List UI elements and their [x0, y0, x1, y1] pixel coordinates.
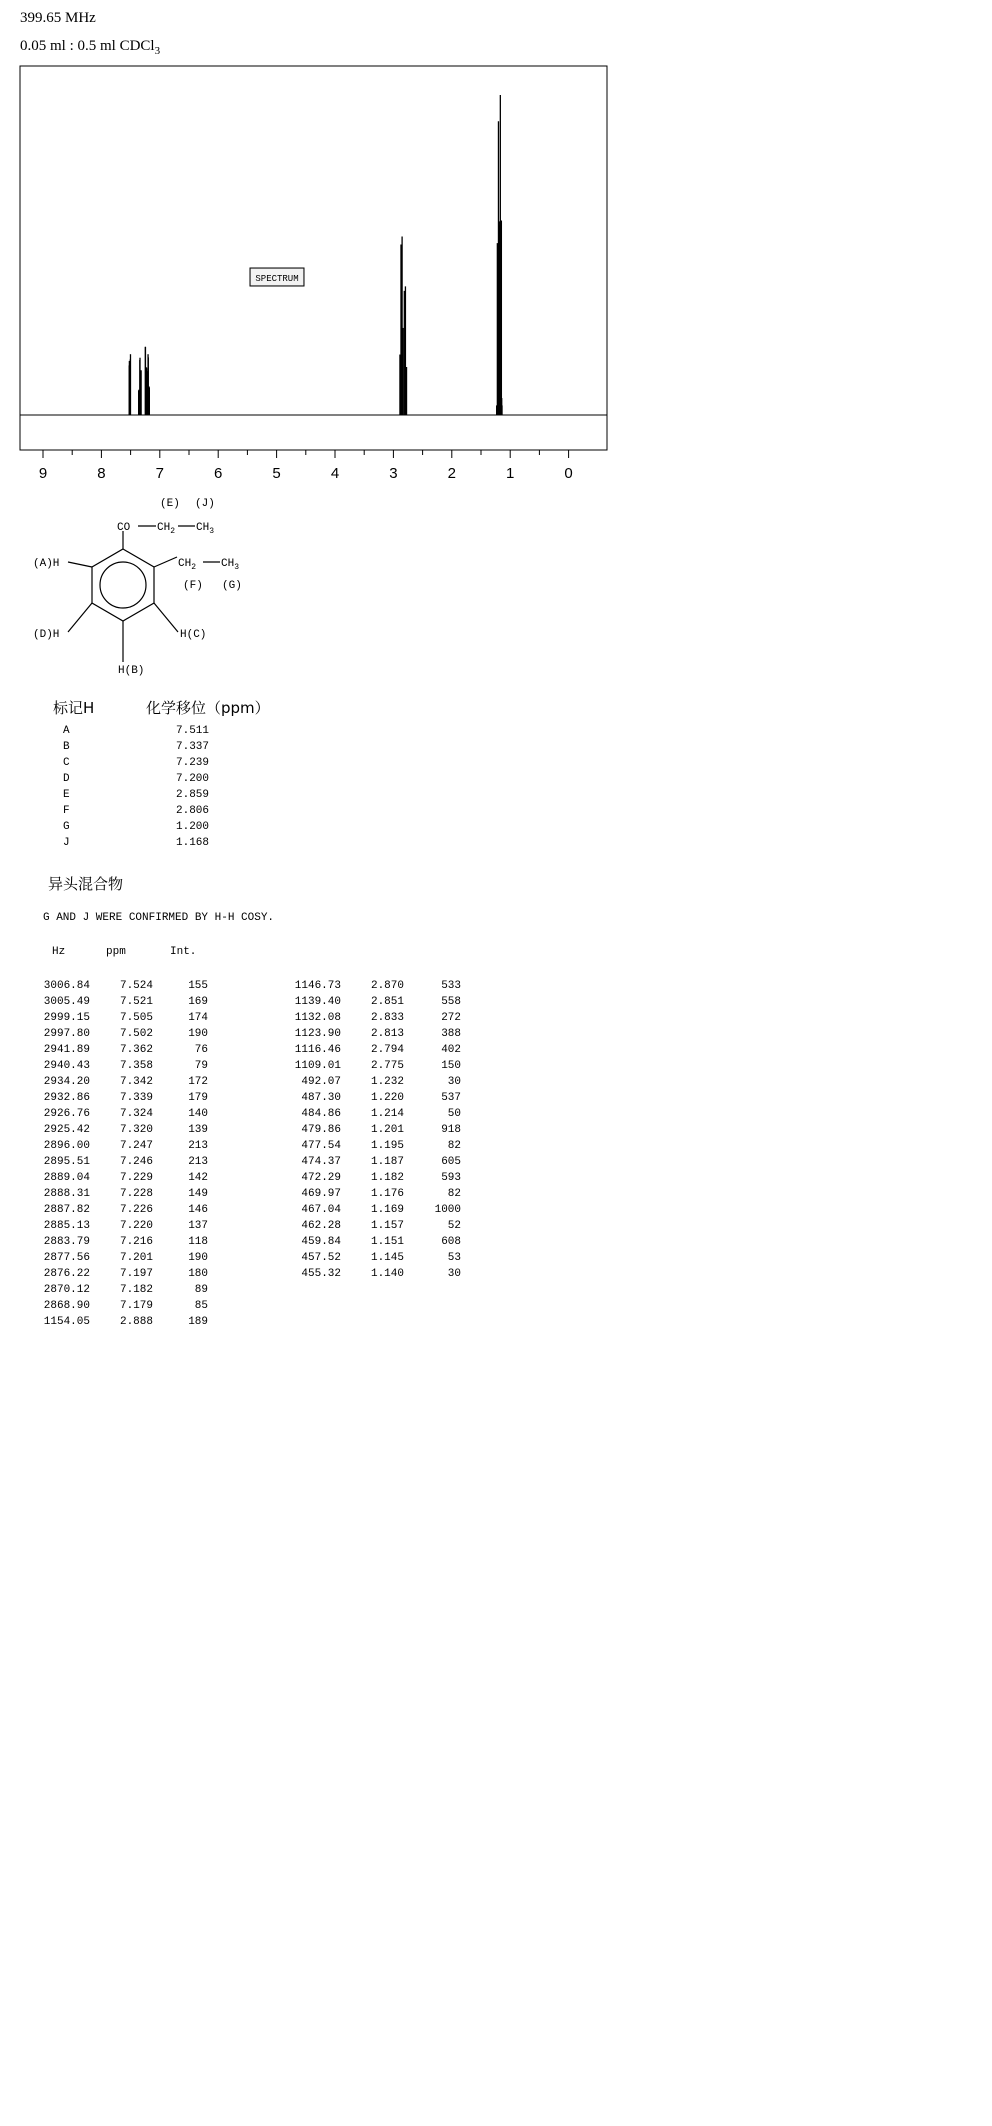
- spectrum-button-label: SPECTRUM: [255, 274, 299, 284]
- label-HD: (D)H: [33, 629, 60, 641]
- sample-text: 0.05 ml : 0.5 ml CDCl: [20, 38, 155, 54]
- peak-int: 533: [441, 980, 461, 992]
- peak-hz: 1139.40: [294, 996, 341, 1008]
- peak-hz: 492.07: [301, 1076, 341, 1088]
- peak-ppm: 1.151: [370, 1236, 404, 1248]
- peak-ppm: 7.228: [119, 1188, 153, 1200]
- peak-hz: 2888.31: [43, 1188, 90, 1200]
- peak-ppm: 1.187: [370, 1156, 404, 1168]
- peak-ppm: 7.179: [119, 1300, 153, 1312]
- peak-hz: 2896.00: [43, 1140, 90, 1152]
- aromatic-circle: [100, 562, 146, 608]
- peak-hz: 1123.90: [294, 1028, 341, 1040]
- peak-hz: 2940.43: [43, 1060, 90, 1072]
- label-CH2-side: [178, 558, 196, 572]
- peak-hz: 3006.84: [43, 980, 90, 992]
- peak-int: 190: [188, 1252, 208, 1264]
- peak-hz: 2885.13: [43, 1220, 90, 1232]
- benzene-ring: [92, 549, 154, 621]
- peak-int: 30: [447, 1268, 461, 1280]
- peak-ppm: 7.524: [119, 980, 153, 992]
- bond-HA: [68, 562, 92, 567]
- peak-hz: 474.37: [301, 1156, 341, 1168]
- peak-int: 79: [194, 1060, 208, 1072]
- label-HA: (A)H: [33, 558, 60, 570]
- peak-hz: 455.32: [301, 1268, 341, 1280]
- x-tick-label: 9: [38, 465, 48, 482]
- shift-row-label: D: [63, 773, 70, 785]
- peak-int: 605: [441, 1156, 461, 1168]
- peak-hz: 1146.73: [294, 980, 341, 992]
- peak-ppm: 7.521: [119, 996, 153, 1008]
- peak-ppm: 7.216: [119, 1236, 153, 1248]
- label-CH2-top: [157, 522, 175, 536]
- label-F: (F): [183, 580, 203, 592]
- ch3-top-text: CH: [196, 522, 210, 534]
- shift-row-label: E: [63, 789, 70, 801]
- label-HC: H(C): [180, 629, 207, 641]
- peak-hz: 1116.46: [294, 1044, 341, 1056]
- shift-row-label: B: [63, 741, 70, 753]
- tick-labels-layer: [39, 465, 573, 482]
- label-G: (G): [222, 580, 242, 592]
- peak-hz: 479.86: [301, 1124, 341, 1136]
- peak-ppm: 2.870: [370, 980, 404, 992]
- peak-ppm: 2.833: [370, 1012, 404, 1024]
- peak-hz: 2999.15: [43, 1012, 90, 1024]
- peaks-layer: [129, 95, 502, 415]
- sample-subscript: 3: [154, 45, 161, 57]
- peak-int: 388: [441, 1028, 461, 1040]
- spectrometer-frequency: 399.65 MHz: [20, 10, 96, 26]
- ticks-layer: [43, 450, 569, 458]
- bond-HC: [154, 603, 178, 632]
- peak-int: 142: [188, 1172, 208, 1184]
- peak-ppm: 7.220: [119, 1220, 153, 1232]
- x-tick-label: 6: [214, 465, 223, 482]
- peak-int: 169: [188, 996, 208, 1008]
- peak-int: 402: [441, 1044, 461, 1056]
- x-tick-label: 5: [272, 465, 281, 482]
- shift-row-label: F: [63, 805, 70, 817]
- peak-ppm: 1.157: [370, 1220, 404, 1232]
- x-tick-label: 2: [447, 465, 456, 482]
- peak-int: 155: [188, 980, 208, 992]
- shift-row-label: G: [63, 821, 70, 833]
- bond-ethyl: [154, 557, 177, 567]
- peak-int: 76: [194, 1044, 208, 1056]
- peak-hz: 2877.56: [43, 1252, 90, 1264]
- peak-hz: 2870.12: [43, 1284, 90, 1296]
- peak-int: 190: [188, 1028, 208, 1040]
- peak-int: 89: [194, 1284, 208, 1296]
- peak-ppm: 7.358: [119, 1060, 153, 1072]
- peak-ppm: 1.145: [370, 1252, 404, 1264]
- peak-hz: 2925.42: [43, 1124, 90, 1136]
- peak-ppm: 1.140: [370, 1268, 404, 1280]
- shift-row-ppm: 7.337: [176, 741, 210, 753]
- peak-hz: 459.84: [301, 1236, 341, 1248]
- peak-hz: 1109.01: [294, 1060, 341, 1072]
- peak-int: 593: [441, 1172, 461, 1184]
- peak-hz: 477.54: [301, 1140, 341, 1152]
- peak-int: 52: [447, 1220, 461, 1232]
- peak-ppm: 7.320: [119, 1124, 153, 1136]
- label-HB: H(B): [118, 665, 145, 677]
- shift-row-ppm: 1.168: [176, 837, 210, 849]
- peak-int: 558: [441, 996, 461, 1008]
- peak-int: 272: [441, 1012, 461, 1024]
- peak-ppm: 1.176: [370, 1188, 404, 1200]
- peak-ppm: 2.813: [370, 1028, 404, 1040]
- peak-int: 82: [447, 1188, 461, 1200]
- peak-hz: 2883.79: [43, 1236, 90, 1248]
- peak-hz: 1154.05: [43, 1316, 90, 1328]
- peak-ppm: 7.342: [119, 1076, 153, 1088]
- x-tick-label: 1: [506, 465, 515, 482]
- peak-int: 146: [188, 1204, 208, 1216]
- cosy-note: G AND J WERE CONFIRMED BY H-H COSY.: [43, 912, 275, 924]
- ch2-top-text: CH: [157, 522, 171, 534]
- peak-int: 174: [188, 1012, 208, 1024]
- peak-int: 918: [441, 1124, 461, 1136]
- peak-hz: 3005.49: [43, 996, 90, 1008]
- peak-hz: 2889.04: [43, 1172, 90, 1184]
- x-tick-label: 7: [155, 465, 164, 482]
- peak-hz: 2895.51: [43, 1156, 90, 1168]
- shift-row-ppm: 2.859: [176, 789, 210, 801]
- peak-hz: 2887.82: [43, 1204, 90, 1216]
- bond-HD: [68, 603, 92, 632]
- peak-int: 608: [441, 1236, 461, 1248]
- peak-int: 53: [447, 1252, 461, 1264]
- peak-hz: 2868.90: [43, 1300, 90, 1312]
- peak-hz: 2934.20: [43, 1076, 90, 1088]
- shift-row-label: A: [63, 725, 70, 737]
- peak-ppm: 7.229: [119, 1172, 153, 1184]
- label-E: (E): [160, 498, 180, 510]
- peak-ppm: 7.247: [119, 1140, 153, 1152]
- x-tick-label: 4: [330, 465, 340, 482]
- spectrum-button[interactable]: [250, 268, 304, 286]
- peak-ppm: 1.232: [370, 1076, 404, 1088]
- peak-hz: 2941.89: [43, 1044, 90, 1056]
- label-CH3-side: [221, 558, 239, 572]
- peak-int: 149: [188, 1188, 208, 1200]
- label-J: (J): [195, 498, 215, 510]
- peak-hz: 467.04: [301, 1204, 341, 1216]
- ch2-top-sub: 2: [170, 527, 176, 536]
- peak-header-ppm: ppm: [106, 946, 126, 958]
- label-CH3-top: [196, 522, 214, 536]
- peak-hz: 2926.76: [43, 1108, 90, 1120]
- peak-ppm: 7.505: [119, 1012, 153, 1024]
- peak-hz: 2997.80: [43, 1028, 90, 1040]
- shift-row-label: J: [63, 837, 70, 849]
- peak-ppm: 7.201: [119, 1252, 153, 1264]
- peak-ppm: 7.246: [119, 1156, 153, 1168]
- shift-row-label: C: [63, 757, 70, 769]
- peak-int: 118: [188, 1236, 208, 1248]
- x-tick-label: 3: [389, 465, 398, 482]
- peak-ppm: 1.214: [370, 1108, 404, 1120]
- peak-int: 137: [188, 1220, 208, 1232]
- peak-ppm: 7.339: [119, 1092, 153, 1104]
- peak-ppm: 1.182: [370, 1172, 404, 1184]
- peak-hz: 487.30: [301, 1092, 341, 1104]
- shift-row-ppm: 2.806: [176, 805, 210, 817]
- peak-int: 139: [188, 1124, 208, 1136]
- ch3-side-sub: 3: [234, 563, 240, 572]
- peak-hz: 472.29: [301, 1172, 341, 1184]
- peak-hz: 484.86: [301, 1108, 341, 1120]
- plot-frame: [20, 66, 607, 450]
- peak-ppm: 2.851: [370, 996, 404, 1008]
- peak-hz: 1132.08: [294, 1012, 341, 1024]
- peak-ppm: 7.182: [119, 1284, 153, 1296]
- peak-int: 30: [447, 1076, 461, 1088]
- peak-int: 179: [188, 1092, 208, 1104]
- peak-ppm: 1.169: [370, 1204, 404, 1216]
- peak-ppm: 2.775: [370, 1060, 404, 1072]
- shift-row-ppm: 7.511: [176, 725, 210, 737]
- peak-int: 50: [447, 1108, 461, 1120]
- x-tick-label: 0: [564, 465, 573, 482]
- peak-ppm: 2.794: [370, 1044, 404, 1056]
- ch2-side-sub: 2: [191, 563, 197, 572]
- peak-ppm: 7.502: [119, 1028, 153, 1040]
- peak-hz: 2932.86: [43, 1092, 90, 1104]
- shift-row-ppm: 1.200: [176, 821, 210, 833]
- peak-int: 537: [441, 1092, 461, 1104]
- peak-ppm: 1.220: [370, 1092, 404, 1104]
- peak-ppm: 7.324: [119, 1108, 153, 1120]
- chemical-structure: [68, 526, 220, 662]
- ch2-side-text: CH: [178, 558, 192, 570]
- ch3-top-sub: 3: [209, 527, 215, 536]
- peak-int: 85: [194, 1300, 208, 1312]
- shift-col-ppm-header: 化学移位（ppm）: [146, 699, 270, 717]
- shift-row-ppm: 7.239: [176, 757, 210, 769]
- shift-col-h-header: 标记H: [53, 699, 95, 717]
- peak-int: 1000: [434, 1204, 461, 1216]
- peak-ppm: 7.362: [119, 1044, 153, 1056]
- peak-int: 180: [188, 1268, 208, 1280]
- peak-int: 213: [188, 1140, 208, 1152]
- peak-int: 140: [188, 1108, 208, 1120]
- mixture-note: 异头混合物: [48, 875, 124, 893]
- peak-hz: 469.97: [301, 1188, 341, 1200]
- peak-ppm: 1.195: [370, 1140, 404, 1152]
- peak-int: 172: [188, 1076, 208, 1088]
- label-CO: CO: [117, 522, 131, 534]
- peak-int: 82: [447, 1140, 461, 1152]
- peak-ppm: 1.201: [370, 1124, 404, 1136]
- peak-hz: 2876.22: [43, 1268, 90, 1280]
- shift-row-ppm: 7.200: [176, 773, 210, 785]
- peak-ppm: 7.226: [119, 1204, 153, 1216]
- peak-int: 213: [188, 1156, 208, 1168]
- peak-header-int: Int.: [170, 946, 197, 958]
- peak-int: 189: [188, 1316, 208, 1328]
- peak-hz: 462.28: [301, 1220, 341, 1232]
- x-tick-label: 8: [97, 465, 106, 482]
- peak-ppm: 2.888: [119, 1316, 153, 1328]
- peak-ppm: 7.197: [119, 1268, 153, 1280]
- peak-header-hz: Hz: [52, 946, 66, 958]
- ch3-side-text: CH: [221, 558, 235, 570]
- peak-int: 150: [441, 1060, 461, 1072]
- peak-hz: 457.52: [301, 1252, 341, 1264]
